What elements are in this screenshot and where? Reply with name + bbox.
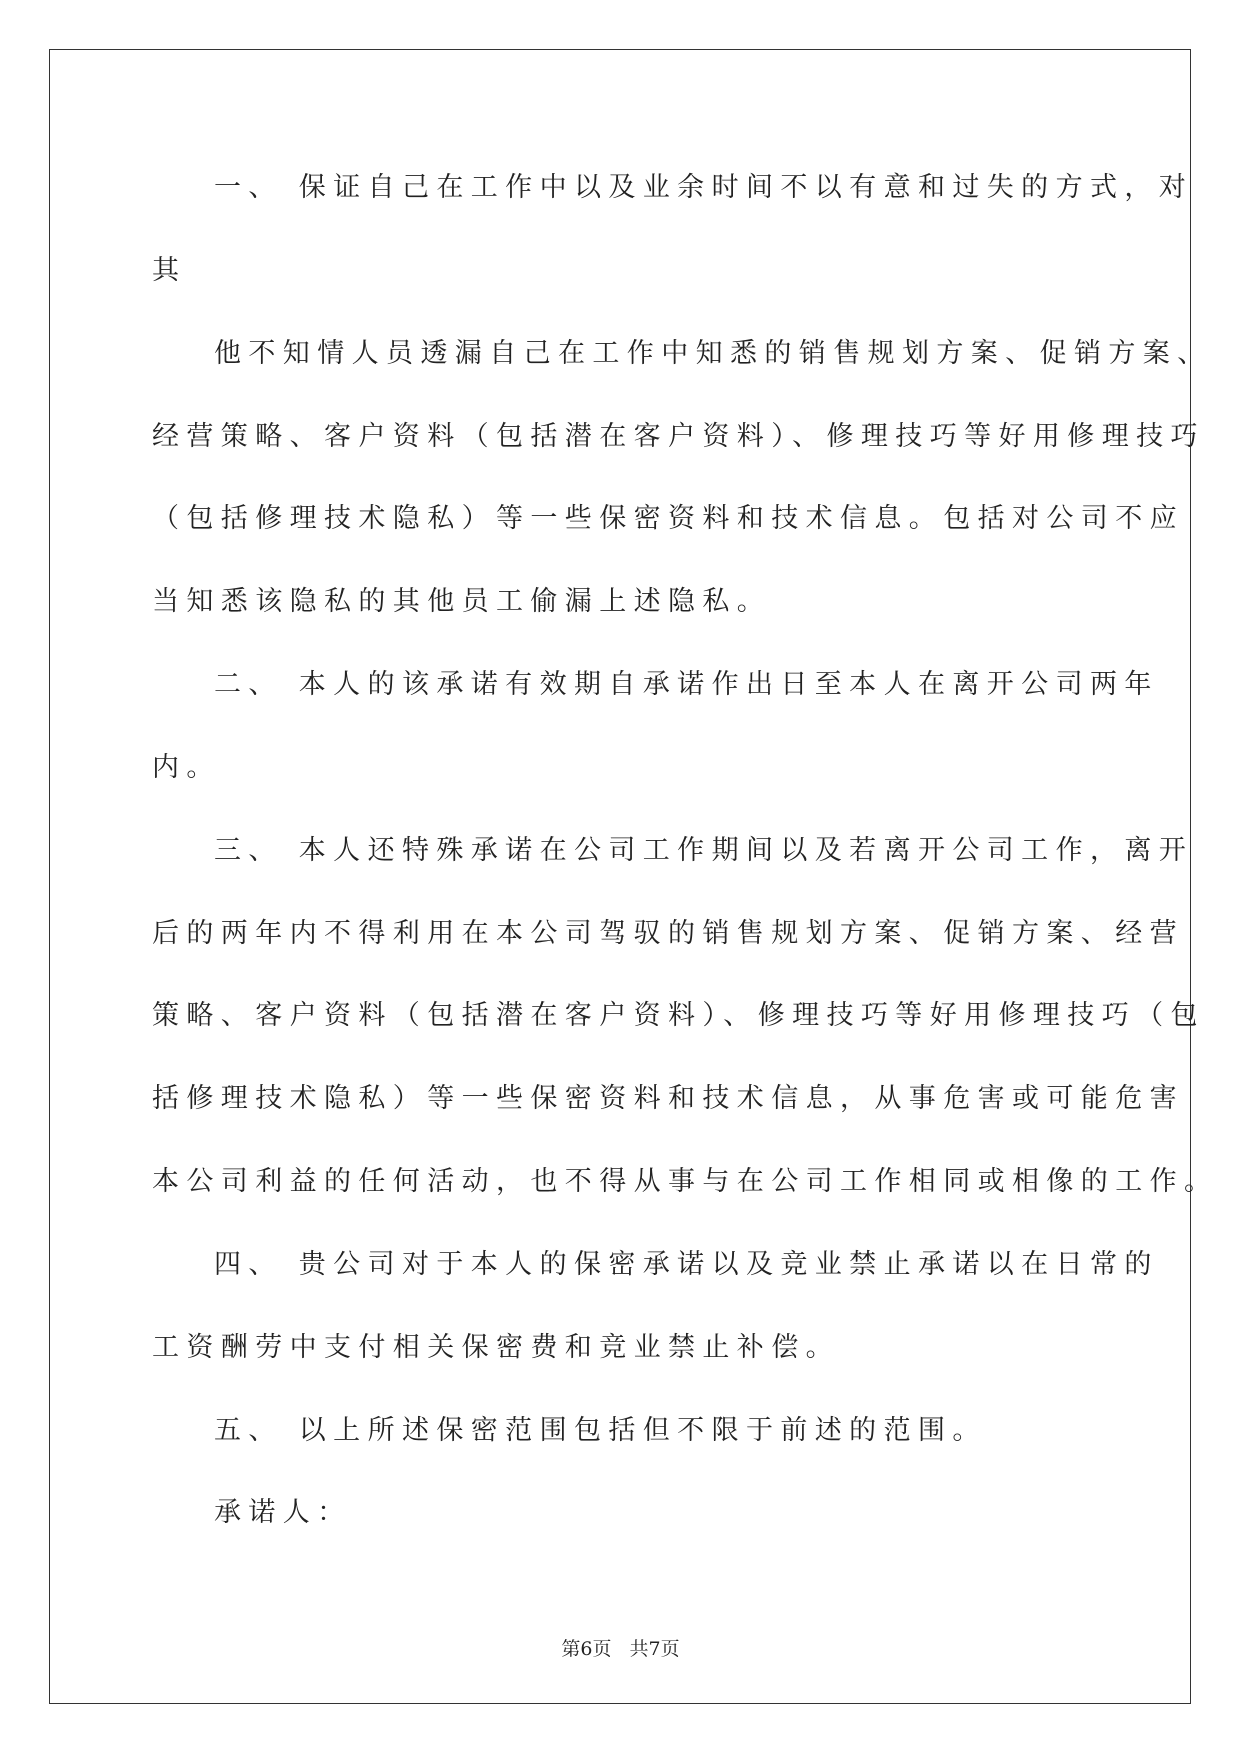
- page-border: [49, 49, 1194, 1704]
- signature-label: 承诺人：: [214, 1497, 352, 1528]
- paragraph-line: 经营策略、客户资料（包括潜在客户资料）、修理技巧等好用修理技巧: [152, 421, 1205, 452]
- paragraph-line: 括修理技术隐私）等一些保密资料和技术信息，从事危害或可能危害: [152, 1083, 1184, 1114]
- paragraph-line: 内。: [152, 752, 221, 783]
- paragraph-line: 他不知情人员透漏自己在工作中知悉的销售规划方案、促销方案、: [214, 338, 1212, 369]
- paragraph-line: 四、 贵公司对于本人的保密承诺以及竞业禁止承诺以在日常的: [214, 1249, 1159, 1280]
- paragraph-line: 五、 以上所述保密范围包括但不限于前述的范围。: [214, 1415, 987, 1446]
- page-number: 第6页: [561, 1638, 612, 1660]
- paragraph-line: 一、 保证自己在工作中以及业余时间不以有意和过失的方式，对: [214, 172, 1194, 203]
- paragraph-line: 其: [152, 255, 187, 286]
- paragraph-line: 本公司利益的任何活动，也不得从事与在公司工作相同或相像的工作。: [152, 1166, 1219, 1197]
- paragraph-line: 当知悉该隐私的其他员工偷漏上述隐私。: [152, 586, 772, 617]
- page-footer: [0, 1634, 1241, 1661]
- paragraph-line: 工资酬劳中支付相关保密费和竞业禁止补偿。: [152, 1332, 840, 1363]
- page-total: 共7页: [629, 1638, 680, 1660]
- paragraph-line: 三、 本人还特殊承诺在公司工作期间以及若离开公司工作，离开: [214, 835, 1194, 866]
- paragraph-line: 后的两年内不得利用在本公司驾驭的销售规划方案、促销方案、经营: [152, 918, 1184, 949]
- paragraph-line: 二、 本人的该承诺有效期自承诺作出日至本人在离开公司两年: [214, 669, 1159, 700]
- paragraph-line: 策略、客户资料（包括潜在客户资料）、修理技巧等好用修理技巧（包: [152, 1000, 1205, 1031]
- paragraph-line: （包括修理技术隐私）等一些保密资料和技术信息。包括对公司不应: [152, 503, 1184, 534]
